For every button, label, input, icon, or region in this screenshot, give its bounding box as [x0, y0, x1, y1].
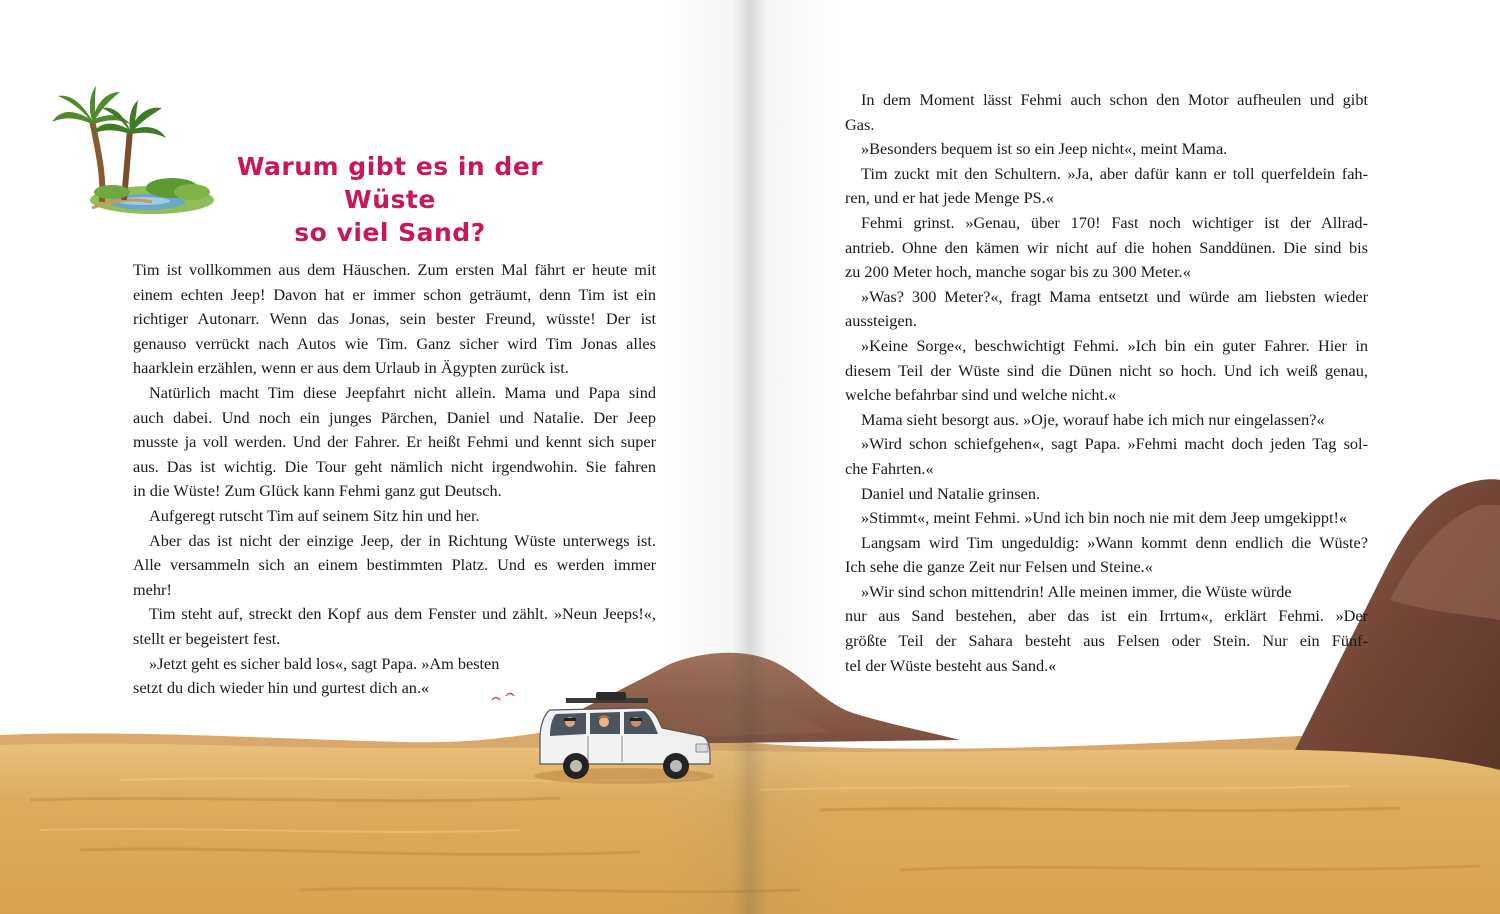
- text-line: »Besonders bequem ist so ein Jeep nicht«, meint Mama.: [861, 139, 1228, 159]
- text-line: diesem Teil der Wüste sind die Dünen nicht so hoch. Und ich weiß genau,: [845, 360, 1368, 380]
- text-line: »Wir sind schon mittendrin! Alle meinen immer, die Wüste würde: [861, 581, 1292, 601]
- text-line: Langsam wird Tim ungeduldig: »Wann kommt denn endlich die Wüste?: [861, 532, 1368, 552]
- text-line: größte Teil der Sahara besteht aus Felsen oder Stein. Nur ein Fünf-: [845, 631, 1368, 651]
- text-line: Tim zuckt mit den Schultern. »Ja, aber dafür kann er toll querfeldein fah-: [861, 163, 1368, 183]
- sand-foreground: [0, 744, 1500, 914]
- text-line: zu 200 Meter hoch, manche sogar bis zu 300 Meter.«: [845, 262, 1191, 282]
- text-line: welche befahrbar sind und welche nicht.«: [845, 385, 1117, 405]
- text-line: che Fahrten.«: [845, 458, 934, 478]
- text-line: »Stimmt«, meint Fehmi. »Und ich bin noch nie mit dem Jeep umgekippt!«: [861, 508, 1348, 528]
- right-page-text: [845, 88, 1368, 678]
- text-line: einem echten Jeep! Davon hat er immer schon geträumt, denn Tim ist ein: [133, 284, 656, 304]
- text-line: Mama sieht besorgt aus. »Oje, worauf habe ich mich nur eingelassen?«: [861, 409, 1325, 429]
- text-line: Ich sehe die ganze Zeit nur Felsen und Steine.«: [845, 557, 1153, 577]
- text-line: »Was? 300 Meter?«, fragt Mama entsetzt und würde am liebsten wieder: [861, 286, 1368, 306]
- text-line: ren, und er hat jede Menge PS.«: [845, 188, 1054, 208]
- text-line: aus. Das ist wichtig. Die Tour geht nämlich nicht irgendwohin. Sie fahren: [133, 456, 656, 476]
- text-line: Natürlich macht Tim diese Jeepfahrt nicht allein. Mama und Papa sind: [149, 382, 656, 402]
- text-line: aussteigen.: [845, 311, 917, 331]
- text-line: stellt er begeistert fest.: [133, 628, 281, 648]
- chapter-title-line-1: Warum gibt es in der Wüste: [236, 152, 544, 214]
- text-line: »Keine Sorge«, beschwichtigt Fehmi. »Ich bin ein guter Fahrer. Hier in: [861, 335, 1368, 355]
- text-line: Daniel und Natalie grinsen.: [861, 483, 1041, 503]
- text-line: Gas.: [845, 114, 875, 134]
- text-line: in die Wüste! Zum Glück kann Fehmi ganz gut Deutsch.: [133, 481, 502, 501]
- text-line: In dem Moment lässt Fehmi auch schon den Motor aufheulen und gibt: [861, 90, 1368, 109]
- text-line: nur aus Sand bestehen, aber das ist ein Irrtum«, erklärt Fehmi. »Der: [845, 606, 1368, 626]
- text-line: Tim ist vollkommen aus dem Häuschen. Zum ersten Mal fährt er heute mit: [133, 260, 656, 279]
- text-line: auch dabei. Und noch ein junges Pärchen, Daniel und Natalie. Der Jeep: [133, 407, 656, 427]
- text-line: haarklein erzählen, wenn er aus dem Urlaub in Ägypten zurück ist.: [133, 358, 569, 378]
- text-line: Fehmi grinst. »Genau, über 170! Fast noch wichtiger ist der Allrad-: [861, 212, 1368, 232]
- text-line: antrieb. Ohne den kämen wir nicht auf die hohen Sanddünen. Die sind bis: [845, 237, 1368, 257]
- text-line: musste ja voll werden. Und der Fahrer. Er heißt Fehmi und kennt sich super: [133, 432, 656, 452]
- text-line: richtiger Autonarr. Wenn das Jonas, sein bester Freund, wüsste! Der ist: [133, 309, 656, 329]
- chapter-title-line-2: so viel Sand?: [294, 218, 486, 247]
- text-line: tel der Wüste besteht aus Sand.«: [845, 655, 1057, 675]
- text-line: Aufgeregt rutscht Tim auf seinem Sitz hin und her.: [149, 505, 480, 525]
- text-line: genauso verrückt nach Autos wie Tim. Ganz sicher wird Tim Jonas alles: [133, 333, 656, 353]
- text-line: setzt du dich wieder hin und gurtest dich an.«: [133, 678, 430, 698]
- text-line: Aber das ist nicht der einzige Jeep, der in Richtung Wüste unterwegs ist.: [149, 530, 656, 550]
- text-line: »Jetzt geht es sicher bald los«, sagt Papa. »Am besten: [149, 653, 500, 673]
- text-line: Tim steht auf, streckt den Kopf aus dem Fenster und zählt. »Neun Jeeps!«,: [149, 604, 656, 624]
- text-line: mehr!: [133, 579, 172, 599]
- left-page-text: [133, 258, 656, 701]
- text-line: Alle versammeln sich an einem bestimmten Platz. Und es werden immer: [133, 555, 656, 575]
- chapter-title: [190, 150, 590, 249]
- text-line: »Wird schon schiefgehen«, sagt Papa. »Fehmi macht doch jeden Tag sol-: [861, 434, 1368, 454]
